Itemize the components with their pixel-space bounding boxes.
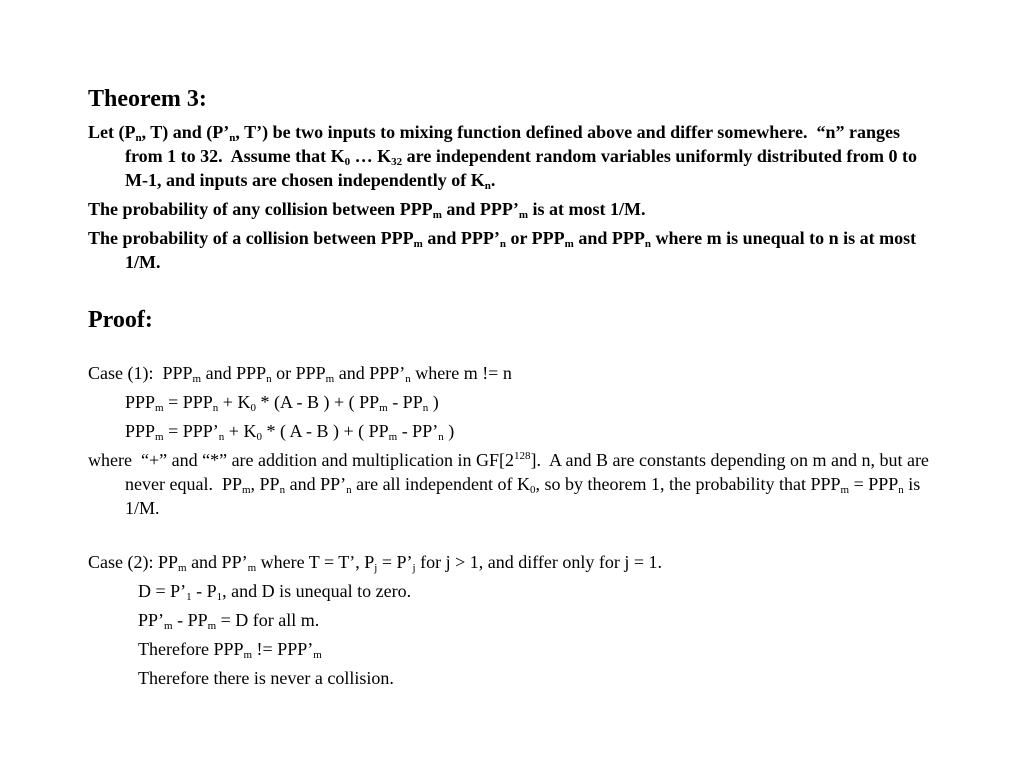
theorem-statement: Let ($P_n$, T) and ($P’_n$, T’) be two inputs to mixing function defined above and differ somewhere. “n” ranges from 1 to 32. Assume that $K_0$ … $K_{32}$ are independent random variables uniformly distributed from 0 to M-1, and inputs are chosen independently of $K_n$.	[88, 122, 918, 192]
case-1-heading: Case (1): $PPP_m$ and $PPP_n$ or $PPP_m$ and $PPP’_n$ where m != n	[88, 363, 512, 385]
case-2-line-4: Therefore there is never a collision.	[138, 668, 394, 688]
proof-title: Proof:	[88, 307, 153, 333]
slide-content	[88, 84, 938, 693]
theorem-title: Theorem 3:	[88, 86, 207, 112]
case-1-equation-2: $PPP_m$ = $PPP’_n + K_0$ * ( A - B ) + ( $PP_m$ - $PP’_n$ )	[125, 421, 455, 443]
theorem-claim-1: The probability of any collision between $PPP_m$ and $PPP’_m$ is at most 1/M.	[88, 199, 646, 221]
case-2-line-1: $D = P’_1 - P_1$, and D is unequal to zero.	[138, 581, 412, 603]
case-2-line-3: Therefore $PPP_m$ != $PPP’_m$	[138, 639, 322, 661]
case-2-line-2: $PP’_m - PP_m = D$ for all m.	[138, 610, 320, 632]
case-2-heading: Case (2): $PP_m$ and $PP’_m$ where T = T’, $P_j$ = $P’_j$ for j > 1, and differ only for j = 1.	[88, 552, 662, 574]
case-1-equation-1: $PPP_m = PPP_n + K_0 * (A - B$ ) + ( $PP_m - PP_n$ )	[125, 392, 439, 414]
case-1-explanation: where “+” and “*” are addition and multiplication in $GF[2^{128}]$. A and B are constants depending on m and n, but are never equal. $PP_m$, $PP_n$ and $PP’_n$ are all independent of $K_0$, so by theorem 1, the probability that $PPP_m = PPP_n$ is 1/M.	[88, 450, 929, 518]
theorem-claim-2: The probability of a collision between $PPP_m$ and $PPP’_n$ or $PPP_m$ and $PPP_n$ where m is unequal to n is at most 1/M.	[88, 228, 917, 272]
